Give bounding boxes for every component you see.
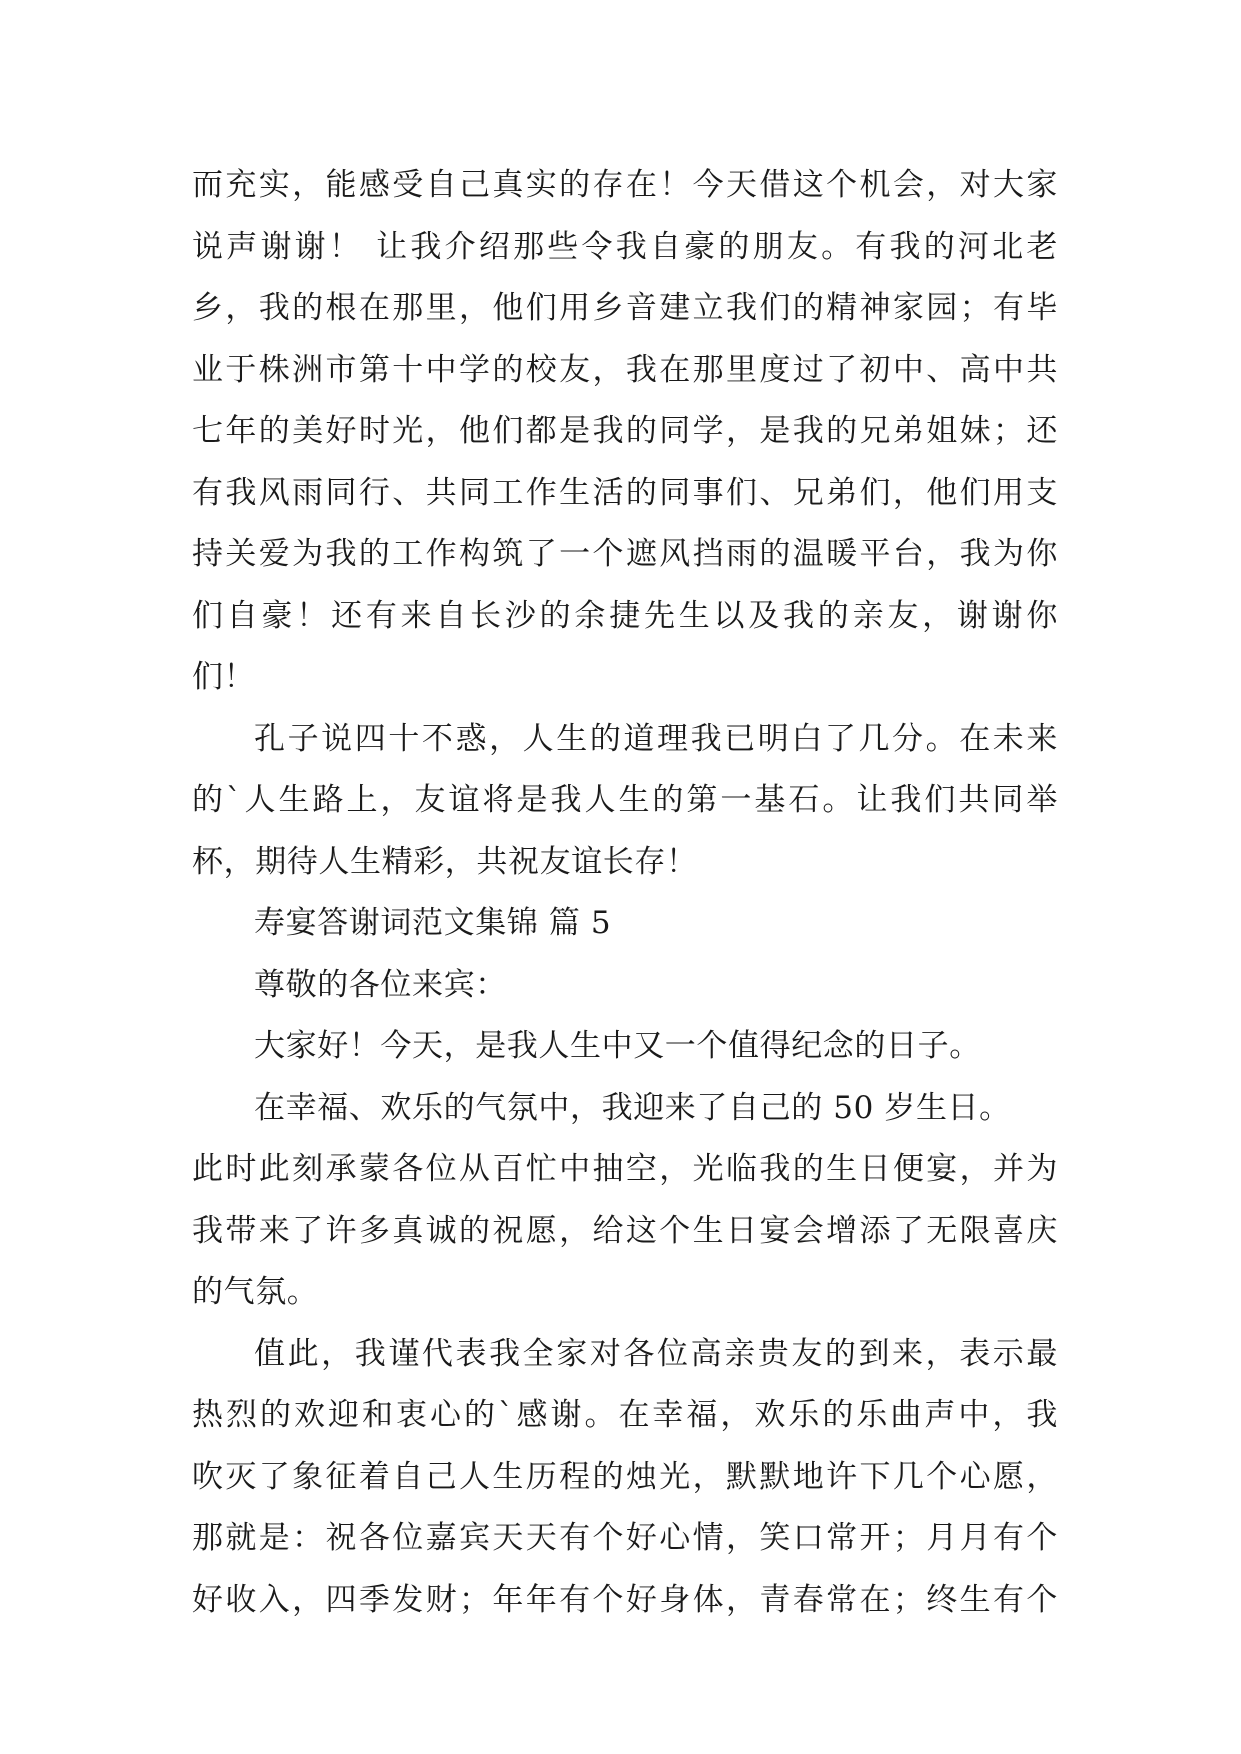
salutation: 尊敬的各位来宾： (254, 966, 507, 1003)
text-line: 吹灭了象征着自己人生历程的烛光，默默地许下几个心愿， (192, 1458, 1058, 1495)
text-line: 业于株洲市第十中学的校友，我在那里度过了初中、高中共 (192, 351, 1058, 388)
text-line: 我带来了许多真诚的祝愿，给这个生日宴会增添了无限喜庆 (192, 1212, 1058, 1249)
text-line: 在幸福、欢乐的气氛中，我迎来了自己的 50 岁生日。 (254, 1089, 1011, 1126)
text-line: 热烈的欢迎和衷心的`感谢。在幸福，欢乐的乐曲声中，我 (192, 1397, 1058, 1433)
text-line: 值此，我谨代表我全家对各位高亲贵友的到来，表示最 (254, 1335, 1058, 1372)
text-line: 们自豪！还有来自长沙的余捷先生以及我的亲友，谢谢你 (192, 597, 1058, 634)
section-heading: 寿宴答谢词范文集锦 篇 5 (254, 905, 612, 941)
text-line: 的`人生路上，友谊将是我人生的第一基石。让我们共同举 (192, 782, 1058, 818)
text-line: 七年的美好时光，他们都是我的同学，是我的兄弟姐妹；还 (192, 413, 1058, 449)
text-line: 持关爱为我的工作构筑了一个遮风挡雨的温暖平台，我为你 (192, 536, 1058, 572)
text-line: 有我风雨同行、共同工作生活的同事们、兄弟们，他们用支 (192, 474, 1058, 511)
text-line: 的气氛。 (192, 1274, 319, 1310)
text-line: 孔子说四十不惑，人生的道理我已明白了几分。在未来 (254, 720, 1058, 757)
text-line: 说声谢谢！ 让我介绍那些令我自豪的朋友。有我的河北老 (192, 228, 1058, 265)
text-line: 此时此刻承蒙各位从百忙中抽空，光临我的生日便宴，并为 (192, 1151, 1058, 1187)
greeting: 大家好！今天，是我人生中又一个值得纪念的日子。 (254, 1028, 981, 1064)
text-line: 好收入，四季发财；年年有个好身体，青春常在；终生有个 (192, 1581, 1058, 1618)
text-line: 而充实，能感受自己真实的存在！今天借这个机会，对大家 (192, 167, 1058, 203)
text-line: 那就是：祝各位嘉宾天天有个好心情，笑口常开；月月有个 (192, 1520, 1058, 1556)
text-line: 杯，期待人生精彩，共祝友谊长存！ (192, 843, 698, 880)
text-line: 乡，我的根在那里，他们用乡音建立我们的精神家园；有毕 (192, 290, 1058, 326)
document-body (192, 155, 1058, 1631)
text-line: 们！ (192, 659, 256, 695)
